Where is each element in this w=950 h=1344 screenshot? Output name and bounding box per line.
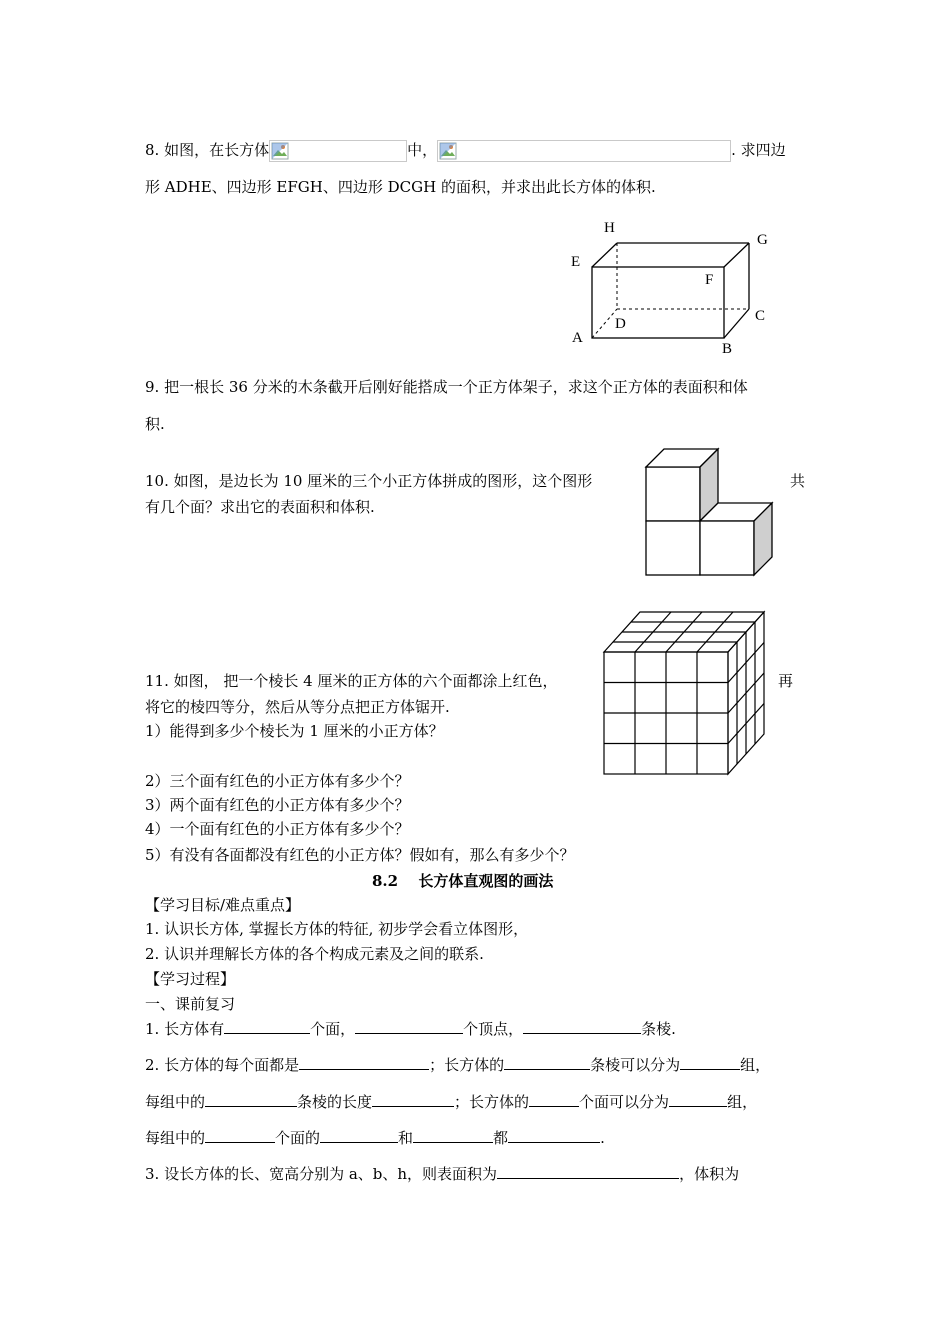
q10-line1-end: 共	[790, 472, 806, 490]
q11-line2: 将它的棱四等分，然后从等分点把正方体锯开.	[145, 698, 450, 716]
answer-blank	[372, 1091, 454, 1107]
answer-blank	[497, 1163, 679, 1179]
q8-image-placeholder-1	[269, 140, 407, 162]
section-title: 8.2 长方体直观图的画法	[372, 872, 554, 890]
q8-line1	[145, 140, 786, 162]
goal-2: 2. 认识并理解长方体的各个构成元素及之间的联系.	[145, 945, 484, 963]
q11-item-5: 5）有没有各面都没有红色的小正方体？假如有，那么有多少个？	[145, 846, 575, 864]
cuboid-figure	[560, 215, 780, 360]
q10-line1: 10. 如图，是边长为 10 厘米的三个小正方体拼成的图形，这个图形	[145, 472, 593, 490]
q11-item-2: 2）三个面有红色的小正方体有多少个？	[145, 772, 410, 790]
broken-image-icon	[271, 142, 289, 160]
answer-blank	[205, 1127, 275, 1143]
process-heading: 【学习过程】	[145, 970, 236, 988]
vertex-label-A: A	[572, 330, 583, 346]
q8-mid: 中，	[407, 141, 438, 159]
answer-blank	[680, 1054, 740, 1070]
answer-blank	[320, 1127, 398, 1143]
review-heading: 一、课前复习	[145, 995, 236, 1013]
q11-line1: 11. 如图， 把一个棱长 4 厘米的正方体的六个面都涂上红色，	[145, 672, 558, 690]
review-q3: 3. 设长方体的长、宽高分别为 a、b、h，则表面积为 ，体积为	[145, 1165, 740, 1183]
answer-blank	[523, 1018, 641, 1034]
q9-line2: 积.	[145, 415, 165, 433]
vertex-label-B: B	[722, 341, 733, 357]
answer-blank	[529, 1091, 579, 1107]
vertex-label-C: C	[755, 308, 766, 324]
q11-item-3: 3）两个面有红色的小正方体有多少个？	[145, 796, 410, 814]
vertex-label-G: G	[757, 232, 768, 248]
q11-item-4: 4）一个面有红色的小正方体有多少个？	[145, 820, 410, 838]
vertex-label-F: F	[705, 272, 714, 288]
goals-heading: 【学习目标/难点重点】	[145, 896, 301, 914]
q8-line2: 形 ADHE、四边形 EFGH、四边形 DCGH 的面积，并求出此长方体的体积.	[145, 178, 656, 196]
review-q2-line3: 每组中的 个面的 和 都 .	[145, 1129, 605, 1147]
answer-blank	[355, 1018, 463, 1034]
answer-blank	[504, 1054, 590, 1070]
review-q2-line1: 2. 长方体的每个面都是 ；长方体的 条棱可以分为 组，	[145, 1056, 771, 1074]
review-q2-line2: 每组中的 条棱的长度 ；长方体的 个面可以分为 组，	[145, 1093, 758, 1111]
broken-image-icon	[439, 142, 457, 160]
vertex-label-D: D	[615, 316, 626, 332]
answer-blank	[413, 1127, 493, 1143]
answer-blank	[669, 1091, 727, 1107]
q11-item-1: 1）能得到多少个棱长为 1 厘米的小正方体？	[145, 722, 444, 740]
q8-image-placeholder-2	[437, 140, 731, 162]
q8-suffix: . 求四边	[731, 141, 786, 159]
goal-1: 1. 认识长方体, 掌握长方体的特征, 初步学会看立体图形，	[145, 920, 529, 938]
answer-blank	[299, 1054, 429, 1070]
q9-line1: 9. 把一根长 36 分米的木条截开后刚好能搭成一个正方体架子，求这个正方体的表面积和体	[145, 378, 748, 396]
l-shape-cubes-figure	[640, 445, 780, 580]
review-q1: 1. 长方体有 个面， 个顶点， 条棱.	[145, 1020, 676, 1038]
answer-blank	[224, 1018, 310, 1034]
answer-blank	[205, 1091, 297, 1107]
answer-blank	[508, 1127, 600, 1143]
q10-line2: 有几个面？求出它的表面积和体积.	[145, 498, 375, 516]
grid-cube-figure	[600, 608, 770, 778]
q8-prefix: 8. 如图，在长方体	[145, 141, 270, 159]
q11-line1-end: 再	[778, 672, 794, 690]
vertex-label-H: H	[604, 220, 615, 236]
vertex-label-E: E	[571, 254, 581, 270]
